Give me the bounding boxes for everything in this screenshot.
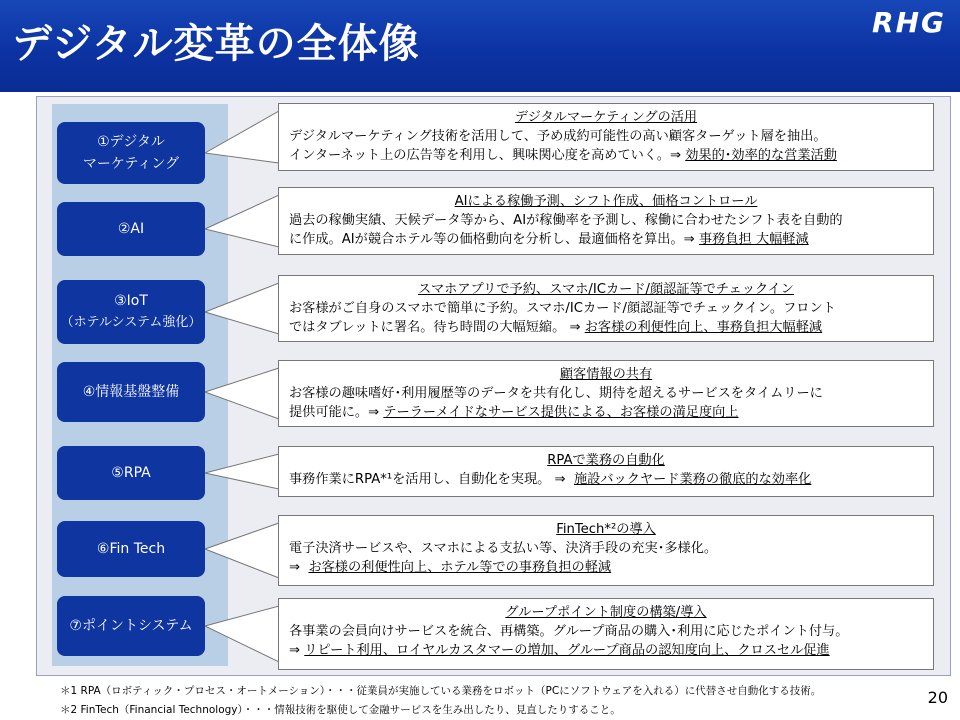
- category-label-line: （ホテルシステム強化）: [60, 315, 202, 330]
- description-box-4: [278, 360, 934, 427]
- category-button-5[interactable]: [57, 446, 205, 500]
- category-label-line: ②AI: [117, 221, 145, 237]
- description-line: 電子決済サービスや、スマホによる支払い等、決済手段の充実･多様化。: [289, 541, 718, 556]
- footnote-rpa: ＊1 RPA（ロボティック・プロセス・オートメーション）・・・従業員が実施している業務をロボット（PCにソフトウェアを入れる）に代替させ自動化する技術。: [60, 685, 822, 697]
- outcome-highlight: リピート利用、ロイヤルカスタマーの増加、グループ商品の認知度向上、クロスセル促進: [304, 643, 830, 658]
- outcome-highlight: 効果的･効率的な営業活動: [685, 148, 837, 163]
- description-title: グループポイント制度の構築/導入: [505, 605, 707, 620]
- category-label-line: ④情報基盤整備: [82, 384, 180, 400]
- category-label-line: ⑤RPA: [111, 465, 151, 481]
- category-label-line: ③IoT: [114, 293, 148, 309]
- category-button-2[interactable]: [57, 202, 205, 256]
- description-box-7: [278, 598, 934, 670]
- description-box-5: [278, 446, 934, 497]
- description-box-1: [278, 103, 934, 171]
- description-line: お客様がご自身のスマホで簡単に予約。スマホ/ICカード/顔認証等でチェックイン。フロント: [289, 301, 836, 316]
- description-outcome-line: [289, 318, 923, 337]
- category-button-1[interactable]: [57, 122, 205, 184]
- description-outcome-line: [289, 641, 923, 660]
- description-box-3: [278, 275, 934, 342]
- outcome-highlight: お客様の利便性向上、事務負担大幅軽減: [584, 320, 823, 335]
- description-box-6: [278, 515, 934, 586]
- outcome-prefix: インターネット上の広告等を利用し、興味関心度を高めていく。⇒: [289, 148, 686, 163]
- category-button-7[interactable]: [57, 596, 205, 656]
- category-label-line: マーケティング: [82, 156, 180, 172]
- description-outcome-line: [289, 403, 923, 422]
- description-title: RPAで業務の自動化: [547, 453, 665, 468]
- description-line: デジタルマーケティング技術を活用して、予め成約可能性の高い顧客ターゲット層を抽出。: [289, 129, 827, 144]
- header-bar: [0, 0, 960, 92]
- outcome-prefix: ⇒: [289, 643, 305, 658]
- description-title: デジタルマーケティングの活用: [514, 110, 698, 125]
- outcome-highlight: テーラーメイドなサービス提供による、お客様の満足度向上: [383, 405, 739, 420]
- category-label-line: ⑦ポイントシステム: [69, 618, 193, 634]
- description-outcome-line: [289, 230, 923, 249]
- description-box-2: [278, 187, 934, 255]
- outcome-highlight: 施設バックヤード業務の徹底的な効率化: [573, 472, 812, 487]
- description-title: FinTech*²の導入: [556, 522, 656, 537]
- description-line: 各事業の会員向けサービスを統合、再構築。グループ商品の購入･利用に応じたポイント付与。: [289, 624, 849, 639]
- company-logo: RHG: [872, 6, 946, 39]
- category-button-6[interactable]: [57, 521, 205, 577]
- outcome-prefix: に作成。AIが競合ホテル等の価格動向を分析し、最適価格を算出。⇒: [289, 232, 699, 247]
- description-line: お客様の趣味嗜好･利用履歴等のデータを共有化し、期待を超えるサービスをタイムリーに: [289, 386, 823, 401]
- page-title: デジタル変革の全体像: [12, 21, 420, 67]
- footnote-fintech: ＊2 FinTech（Financial Technology）・・・情報技術を駆使して金融サービスを生み出したり、見直したりすること。: [60, 704, 621, 716]
- description-title: AIによる稼働予測、シフト作成、価格コントロール: [454, 194, 758, 209]
- outcome-prefix: 事務作業にRPA*¹を活用し、自動化を実現。 ⇒: [289, 472, 574, 487]
- outcome-prefix: ではタブレットに署名。待ち時間の大幅短縮。 ⇒: [289, 320, 585, 335]
- outcome-prefix: ⇒: [289, 560, 309, 575]
- outcome-highlight: 事務負担 大幅軽減: [698, 232, 809, 247]
- outcome-highlight: お客様の利便性向上、ホテル等での事務負担の軽減: [308, 560, 612, 575]
- description-line: 過去の稼働実績、天候データ等から、AIが稼働率を予測し、稼働に合わせたシフト表を自動的: [289, 213, 843, 228]
- description-outcome-line: [289, 470, 923, 489]
- category-button-3[interactable]: [57, 280, 205, 344]
- page-number: 20: [927, 688, 948, 707]
- description-title: スマホアプリで予約、スマホ/ICカード/顔認証等でチェックイン: [418, 282, 794, 297]
- category-label-line: ①デジタル: [97, 134, 165, 150]
- description-title: 顧客情報の共有: [559, 367, 653, 382]
- category-button-4[interactable]: [57, 362, 205, 422]
- outcome-prefix: 提供可能に。⇒: [289, 405, 384, 420]
- description-outcome-line: [289, 558, 923, 577]
- description-outcome-line: [289, 146, 923, 165]
- category-label-line: ⑥Fin Tech: [96, 541, 166, 557]
